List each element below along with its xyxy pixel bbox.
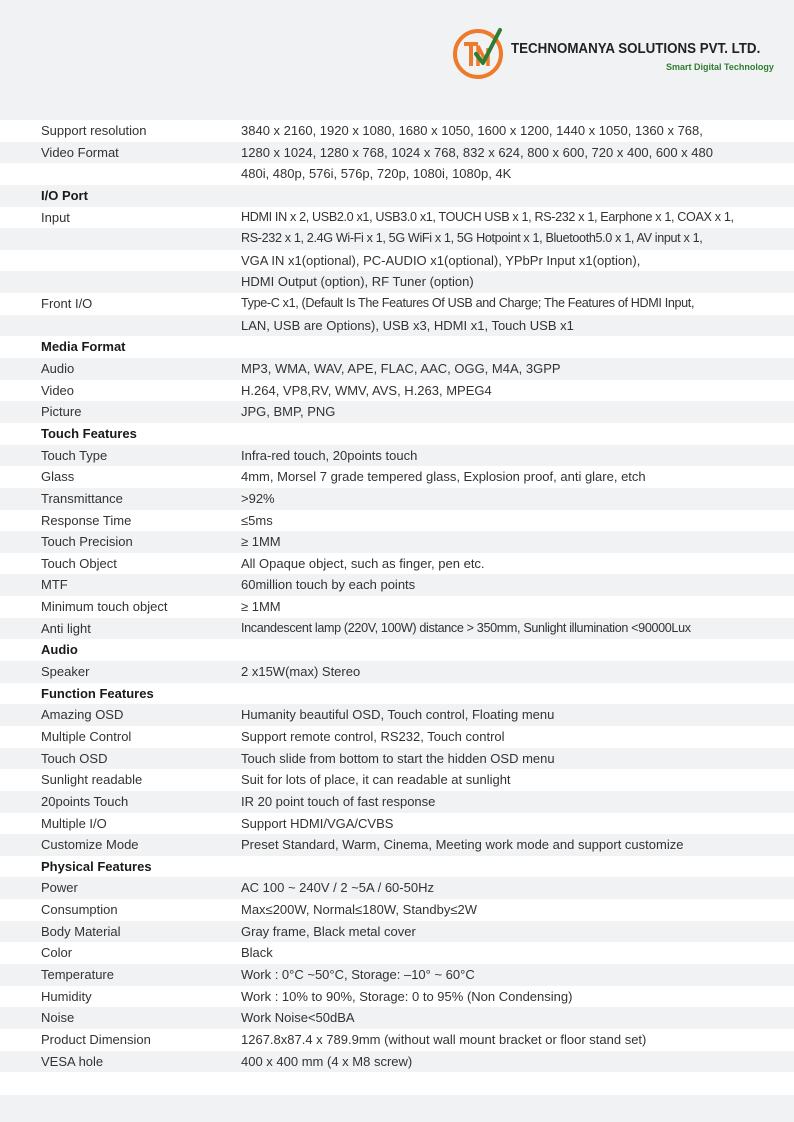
spec-label: Noise: [41, 1010, 75, 1026]
spec-value: All Opaque object, such as finger, pen etc.: [241, 555, 485, 571]
spec-value: 1267.8x87.4 x 789.9mm (without wall mount bracket or floor stand set): [241, 1031, 647, 1047]
spec-value: Support HDMI/VGA/CVBS: [241, 815, 394, 831]
spec-label: Speaker: [41, 664, 90, 680]
spec-table: [0, 120, 794, 1095]
spec-value: RS-232 x 1, 2.4G Wi-Fi x 1, 5G WiFi x 1, 5G Hotpoint x 1, Bluetooth5.0 x 1, AV input x 1,: [241, 231, 703, 246]
spec-value: 60million touch by each points: [241, 577, 416, 593]
spec-label: MTF: [41, 577, 68, 593]
spec-row: [0, 661, 794, 683]
spec-value: 480i, 480p, 576i, 576p, 720p, 1080i, 1080p, 4K: [241, 166, 512, 182]
spec-row: [0, 748, 794, 770]
spec-label: Touch Object: [41, 555, 117, 571]
spec-value: Work : 0°C ~50°C, Storage: –10° ~ 60°C: [241, 966, 475, 982]
spec-row: [0, 1029, 794, 1051]
section-title: Function Features: [41, 685, 154, 701]
spec-row: [0, 531, 794, 553]
table-footer-spacer: [0, 1072, 794, 1095]
spec-label: Customize Mode: [41, 837, 139, 853]
spec-value: AC 100 ~ 240V / 2 ~5A / 60-50Hz: [241, 880, 434, 896]
spec-value: Humanity beautiful OSD, Touch control, Floating menu: [241, 707, 555, 723]
spec-row: [0, 942, 794, 964]
spec-row: [0, 142, 794, 164]
spec-value: Preset Standard, Warm, Cinema, Meeting work mode and support customize: [241, 837, 684, 853]
spec-row: [0, 704, 794, 726]
section-header-row: [0, 336, 794, 358]
spec-row: [0, 1007, 794, 1029]
spec-value: VGA IN x1(optional), PC-AUDIO x1(optional), YPbPr Input x1(option),: [241, 252, 641, 268]
spec-value: Touch slide from bottom to start the hidden OSD menu: [241, 750, 555, 766]
spec-label: Minimum touch object: [41, 599, 168, 615]
spec-label: Touch Precision: [41, 534, 133, 550]
spec-value: Gray frame, Black metal cover: [241, 923, 416, 939]
spec-label: Power: [41, 880, 78, 896]
spec-row: [0, 271, 794, 293]
spec-row: [0, 207, 794, 229]
spec-row: [0, 574, 794, 596]
spec-label: Glass: [41, 469, 75, 485]
spec-row: [0, 813, 794, 835]
spec-row: [0, 401, 794, 423]
spec-row: [0, 120, 794, 142]
spec-label: Sunlight readable: [41, 772, 143, 788]
spec-label: Input: [41, 209, 70, 225]
spec-label: Support resolution: [41, 123, 147, 138]
section-header-row: [0, 856, 794, 878]
section-header-row: [0, 639, 794, 661]
spec-label: Transmittance: [41, 490, 123, 506]
spec-value: LAN, USB are Options), USB x3, HDMI x1, Touch USB x1: [241, 317, 574, 333]
spec-value: 3840 x 2160, 1920 x 1080, 1680 x 1050, 1600 x 1200, 1440 x 1050, 1360 x 768,: [241, 123, 703, 138]
spec-value: Infra-red touch, 20points touch: [241, 447, 418, 463]
spec-value: Work : 10% to 90%, Storage: 0 to 95% (Non Condensing): [241, 988, 573, 1004]
spec-row: [0, 358, 794, 380]
spec-value: ≥ 1MM: [241, 534, 281, 550]
spec-row: [0, 877, 794, 899]
spec-row: [0, 228, 794, 250]
spec-label: Multiple Control: [41, 728, 132, 744]
spec-label: Product Dimension: [41, 1031, 151, 1047]
spec-value: Type-C x1, (Default Is The Features Of USB and Charge; The Features of HDMI Input,: [241, 296, 695, 311]
spec-row: [0, 250, 794, 272]
section-title: Touch Features: [41, 425, 137, 441]
spec-value: 400 x 400 mm (4 x M8 screw): [241, 1053, 413, 1069]
spec-value: Suit for lots of place, it can readable at sunlight: [241, 772, 511, 788]
spec-value: Work Noise<50dBA: [241, 1010, 355, 1026]
section-title: Physical Features: [41, 858, 152, 874]
spec-value: >92%: [241, 490, 275, 506]
spec-row: [0, 618, 794, 640]
spec-value: ≥ 1MM: [241, 599, 281, 615]
spec-value: 4mm, Morsel 7 grade tempered glass, Explosion proof, anti glare, etch: [241, 469, 646, 485]
spec-label: Video: [41, 382, 75, 398]
spec-value: ≤5ms: [241, 512, 273, 528]
spec-row: [0, 163, 794, 185]
spec-row: [0, 769, 794, 791]
spec-value: 2 x15W(max) Stereo: [241, 664, 361, 680]
spec-row: [0, 596, 794, 618]
spec-label: Consumption: [41, 902, 118, 918]
spec-label: Anti light: [41, 620, 91, 636]
spec-row: [0, 986, 794, 1008]
spec-value: 1280 x 1024, 1280 x 768, 1024 x 768, 832 x 624, 800 x 600, 720 x 400, 600 x 480: [241, 144, 713, 160]
spec-row: [0, 834, 794, 856]
spec-row: [0, 791, 794, 813]
section-title: I/O Port: [41, 187, 88, 203]
spec-label: Touch OSD: [41, 750, 108, 766]
spec-row: [0, 899, 794, 921]
spec-row: [0, 488, 794, 510]
spec-label: Response Time: [41, 512, 132, 528]
spec-row: [0, 964, 794, 986]
spec-label: Body Material: [41, 923, 121, 939]
spec-value: JPG, BMP, PNG: [241, 404, 336, 420]
section-title: Audio: [41, 642, 78, 658]
spec-label: 20points Touch: [41, 793, 129, 809]
spec-label: VESA hole: [41, 1053, 104, 1069]
spec-label: Color: [41, 945, 73, 961]
spec-row: [0, 380, 794, 402]
spec-value: Max≤200W, Normal≤180W, Standby≤2W: [241, 902, 477, 918]
spec-label: Touch Type: [41, 447, 108, 463]
section-header-row: [0, 683, 794, 705]
section-header-row: [0, 423, 794, 445]
spec-value: Support remote control, RS232, Touch control: [241, 728, 505, 744]
company-name: TECHNOMANYA SOLUTIONS PVT. LTD.: [511, 41, 761, 57]
spec-row: [0, 466, 794, 488]
spec-value: HDMI IN x 2, USB2.0 x1, USB3.0 x1, TOUCH USB x 1, RS-232 x 1, Earphone x 1, COAX x 1,: [241, 209, 734, 224]
spec-row: [0, 315, 794, 337]
spec-row: [0, 726, 794, 748]
spec-value: HDMI Output (option), RF Tuner (option): [241, 274, 474, 290]
spec-label: Front I/O: [41, 296, 93, 312]
spec-value: IR 20 point touch of fast response: [241, 793, 436, 809]
spec-row: [0, 1051, 794, 1073]
spec-label: Picture: [41, 404, 82, 420]
spec-row: [0, 510, 794, 532]
spec-label: Humidity: [41, 988, 92, 1004]
spec-row: [0, 553, 794, 575]
page-header: [0, 0, 794, 120]
spec-label: Multiple I/O: [41, 815, 107, 831]
spec-row: [0, 921, 794, 943]
spec-row: [0, 293, 794, 315]
spec-label: Amazing OSD: [41, 707, 124, 723]
company-logo-icon: [452, 26, 506, 80]
spec-value: MP3, WMA, WAV, APE, FLAC, AAC, OGG, M4A, 3GPP: [241, 361, 561, 377]
spec-value: Black: [241, 945, 273, 961]
spec-value: Incandescent lamp (220V, 100W) distance > 350mm, Sunlight illumination <90000Lux: [241, 620, 691, 635]
spec-label: Video Format: [41, 144, 119, 160]
section-title: Media Format: [41, 339, 126, 355]
spec-value: H.264, VP8,RV, WMV, AVS, H.263, MPEG4: [241, 382, 492, 398]
spec-row: [0, 445, 794, 467]
spec-label: Audio: [41, 361, 75, 377]
spec-label: Temperature: [41, 966, 114, 982]
section-header-row: [0, 185, 794, 207]
company-tagline: Smart Digital Technology: [666, 62, 774, 72]
